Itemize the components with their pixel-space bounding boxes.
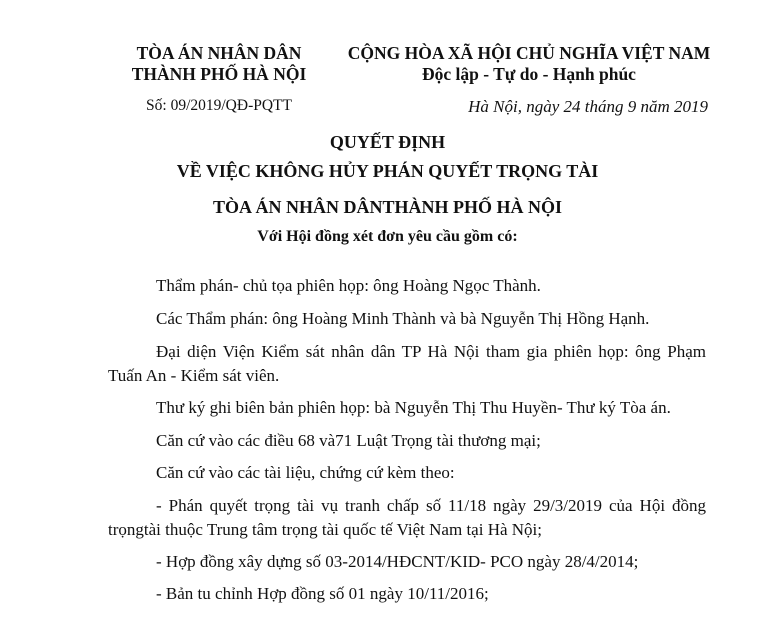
court-name-line2: THÀNH PHỐ HÀ NỘI [131,64,307,84]
paragraph-evidence-intro: Căn cứ vào các tài liệu, chứng cứ kèm theo: [156,463,455,482]
document-title: QUYẾT ĐỊNH [329,132,446,152]
paragraph-judges: Các Thẩm phán: ông Hoàng Minh Thành và bà Nguyễn Thị Hồng Hạnh. [156,309,650,328]
issuing-authority: TÒA ÁN NHÂN DÂNTHÀNH PHỐ HÀ NỘI [212,197,562,217]
panel-intro: Với Hội đồng xét đơn yêu cầu gồm có: [257,228,518,245]
list-item-construction-contract: - Hợp đồng xây dựng số 03-2014/HĐCNT/KID- PCO ngày 28/4/2014; [156,552,639,571]
country-name: CỘNG HÒA XÃ HỘI CHỦ NGHĨA VIỆT NAM [347,43,711,63]
paragraph-clerk: Thư ký ghi biên bản phiên họp: bà Nguyễn Thị Thu Huyền- Thư ký Tòa án. [156,398,671,417]
paragraph-procuracy: Đại diện Viện Kiểm sát nhân dân TP Hà Nội tham gia phiên họp: ông Phạm Tuấn An - Kiểm sát viên. [108,342,706,385]
document-number: Số: 09/2019/QĐ-PQTT [146,97,292,114]
list-item-arbitral-award: - Phán quyết trọng tài vụ tranh chấp số 11/18 ngày 29/3/2019 của Hội đồng trọngtài thuộc Trung tâm trọng tài quốc tế Việt Nam tại Hà Nội; [108,496,706,539]
list-item-contract-amendment: - Bản tu chỉnh Hợp đồng số 01 ngày 10/11/2016; [156,584,489,603]
place-and-date: Hà Nội, ngày 24 tháng 9 năm 2019 [468,97,708,116]
paragraph-presiding-judge: Thẩm phán- chủ tọa phiên họp: ông Hoàng Ngọc Thành. [156,276,541,295]
document-subject: VỀ VIỆC KHÔNG HỦY PHÁN QUYẾT TRỌNG TÀI [176,161,599,181]
court-name-line1: TÒA ÁN NHÂN DÂN [136,43,302,63]
paragraph-legal-basis: Căn cứ vào các điều 68 và71 Luật Trọng tài thương mại; [156,431,541,450]
national-motto: Độc lập - Tự do - Hạnh phúc [422,64,636,84]
